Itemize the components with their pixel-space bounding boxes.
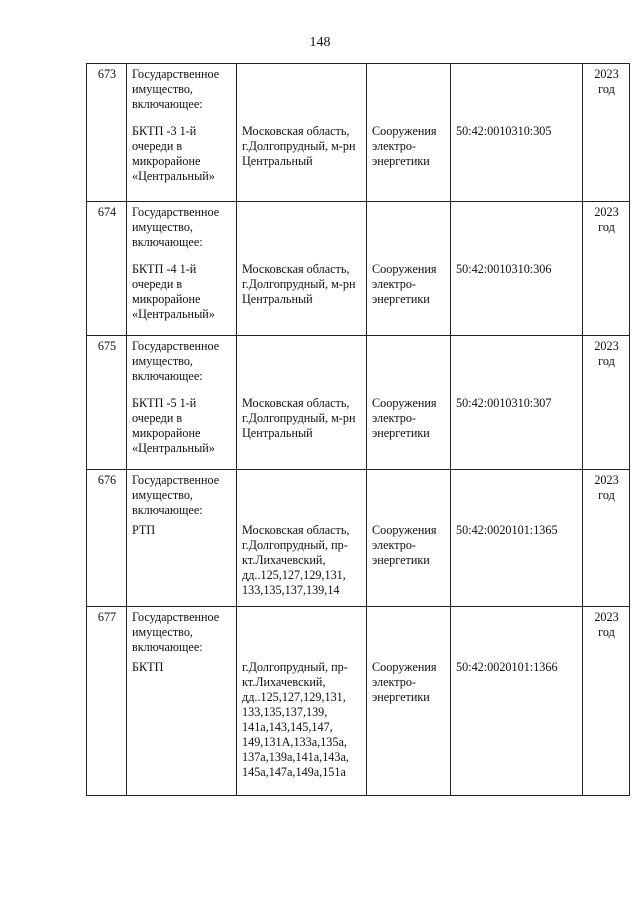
object-name: РТП (132, 523, 156, 537)
object-name: БКТП -3 1-й очереди в микрорайоне «Центральный» (132, 124, 215, 183)
object-type: Сооружения электро-энергетики (372, 396, 437, 440)
object-heading: Государственное имущество, включающее: (132, 610, 220, 654)
cadastral-number: 50:42:0010310:305 (456, 124, 552, 138)
year-value: 2023 год (594, 67, 619, 96)
year-value: 2023 год (594, 339, 619, 368)
object-cell (127, 64, 237, 202)
type-cell (367, 470, 451, 607)
cadastral-number: 50:42:0010310:307 (456, 396, 552, 410)
address-cell (237, 336, 367, 470)
row-number: 677 (87, 607, 127, 796)
object-type: Сооружения электро-энергетики (372, 262, 437, 306)
object-cell (127, 336, 237, 470)
year-value: 2023 год (594, 610, 619, 639)
cadastral-number: 50:42:0020101:1365 (456, 523, 558, 537)
page-number: 148 (309, 35, 331, 50)
table-row (87, 470, 630, 607)
cadastral-cell (451, 64, 583, 202)
object-name: БКТП (132, 660, 164, 674)
cadastral-cell (451, 202, 583, 336)
year-value: 2023 год (594, 473, 619, 502)
table-row (87, 64, 630, 202)
address-cell (237, 64, 367, 202)
type-cell (367, 607, 451, 796)
object-heading: Государственное имущество, включающее: (132, 205, 220, 249)
table-row (87, 336, 630, 470)
object-heading: Государственное имущество, включающее: (132, 67, 220, 111)
object-address: г.Долгопрудный, пр-кт.Лихачевский, дд..125,127,129,131, 133,135,137,139, 141а,143,145,147, 149,131А,133а,135а, 137а,139а,141а,143а, 145а,147а,149а,151а (242, 660, 349, 779)
object-type: Сооружения электро-энергетики (372, 660, 437, 704)
address-cell (237, 607, 367, 796)
cadastral-number: 50:42:0020101:1366 (456, 660, 558, 674)
object-cell (127, 607, 237, 796)
property-registry-table (86, 63, 630, 796)
row-number: 673 (87, 64, 127, 202)
year-cell (583, 470, 630, 607)
table-row (87, 607, 630, 796)
row-number: 674 (87, 202, 127, 336)
object-address: Московская область, г.Долгопрудный, м-рн Центральный (242, 396, 356, 440)
address-cell (237, 202, 367, 336)
object-address: Московская область, г.Долгопрудный, м-рн Центральный (242, 262, 356, 306)
object-address: Московская область, г.Долгопрудный, м-рн Центральный (242, 124, 356, 168)
object-name: БКТП -5 1-й очереди в микрорайоне «Центральный» (132, 396, 215, 455)
cadastral-number: 50:42:0010310:306 (456, 262, 552, 276)
year-cell (583, 202, 630, 336)
year-cell (583, 607, 630, 796)
year-cell (583, 336, 630, 470)
year-value: 2023 год (594, 205, 619, 234)
cadastral-cell (451, 336, 583, 470)
object-heading: Государственное имущество, включающее: (132, 473, 220, 517)
object-type: Сооружения электро-энергетики (372, 124, 437, 168)
address-cell (237, 470, 367, 607)
row-number: 676 (87, 470, 127, 607)
table-row (87, 202, 630, 336)
type-cell (367, 336, 451, 470)
object-address: Московская область, г.Долгопрудный, пр-кт.Лихачевский, дд..125,127,129,131, 133,135,137,139,14 (242, 523, 350, 597)
object-type: Сооружения электро-энергетики (372, 523, 437, 567)
object-heading: Государственное имущество, включающее: (132, 339, 220, 383)
year-cell (583, 64, 630, 202)
object-name: БКТП -4 1-й очереди в микрорайоне «Центральный» (132, 262, 215, 321)
object-cell (127, 470, 237, 607)
type-cell (367, 202, 451, 336)
cadastral-cell (451, 607, 583, 796)
row-number: 675 (87, 336, 127, 470)
object-cell (127, 202, 237, 336)
cadastral-cell (451, 470, 583, 607)
type-cell (367, 64, 451, 202)
